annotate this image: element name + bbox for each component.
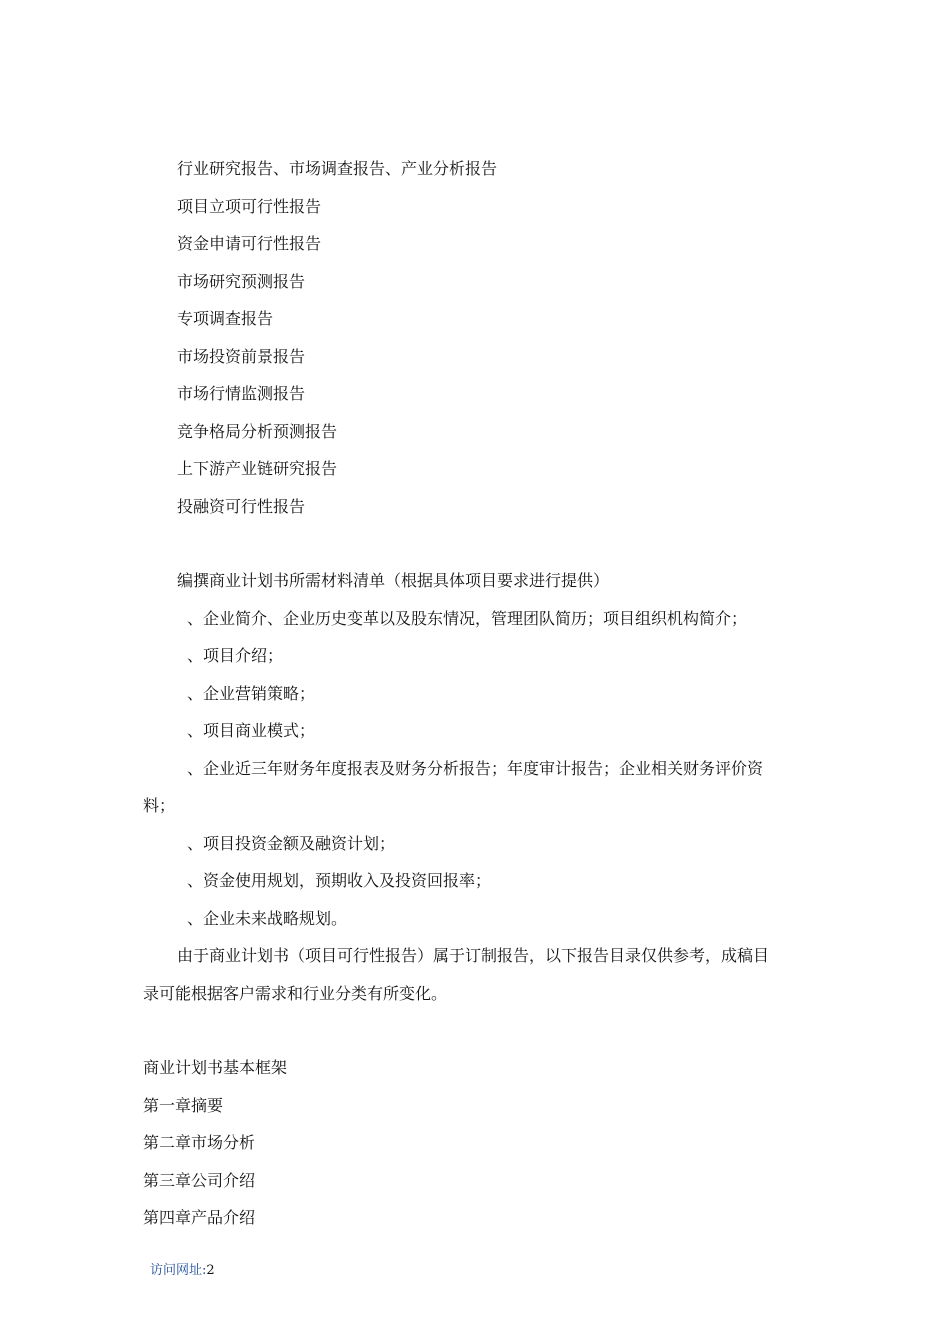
report-type-item: 市场行情监测报告	[177, 384, 306, 403]
materials-item: 、企业未来战略规划。	[187, 909, 348, 928]
chapter-item: 第三章公司介绍	[143, 1171, 256, 1190]
report-type-item: 专项调查报告	[177, 309, 274, 328]
materials-item: 、企业简介、企业历史变革以及股东情况，管理团队简历；项目组织机构简介；	[187, 609, 748, 628]
chapter-item: 第二章市场分析	[143, 1133, 256, 1152]
report-type-item: 市场投资前景报告	[177, 347, 306, 366]
footer-visit-link[interactable]: 访问网址:	[150, 1263, 207, 1278]
materials-item: 、项目商业模式；	[187, 721, 316, 740]
materials-heading: 编撰商业计划书所需材料清单（根据具体项目要求进行提供）	[177, 571, 610, 590]
chapter-item: 第一章摘要	[143, 1096, 224, 1115]
materials-item: 、资金使用规划，预期收入及投资回报率；	[187, 871, 492, 890]
report-type-item: 资金申请可行性报告	[177, 234, 322, 253]
page-footer	[150, 1262, 215, 1280]
report-type-item: 上下游产业链研究报告	[177, 459, 338, 478]
materials-item: 、项目投资金额及融资计划；	[187, 834, 396, 853]
report-type-item: 行业研究报告、市场调查报告、产业分析报告	[177, 159, 498, 178]
chapter-item: 第四章产品介绍	[143, 1208, 256, 1227]
report-type-item: 投融资可行性报告	[177, 497, 306, 516]
framework-title: 商业计划书基本框架	[143, 1058, 288, 1077]
materials-item: 、项目介绍；	[187, 646, 284, 665]
materials-item: 、企业营销策略；	[187, 684, 316, 703]
materials-item-continuation: 料；	[143, 796, 176, 815]
report-type-item: 市场研究预测报告	[177, 272, 306, 291]
materials-item: 、企业近三年财务年度报表及财务分析报告；年度审计报告；企业相关财务评价资	[187, 759, 764, 778]
report-type-item: 项目立项可行性报告	[177, 197, 322, 216]
report-type-item: 竞争格局分析预测报告	[177, 422, 338, 441]
note-paragraph-line: 由于商业计划书（项目可行性报告）属于订制报告，以下报告目录仅供参考，成稿目	[177, 946, 770, 965]
page-number: 2	[206, 1263, 215, 1278]
note-paragraph-line: 录可能根据客户需求和行业分类有所变化。	[143, 984, 448, 1003]
